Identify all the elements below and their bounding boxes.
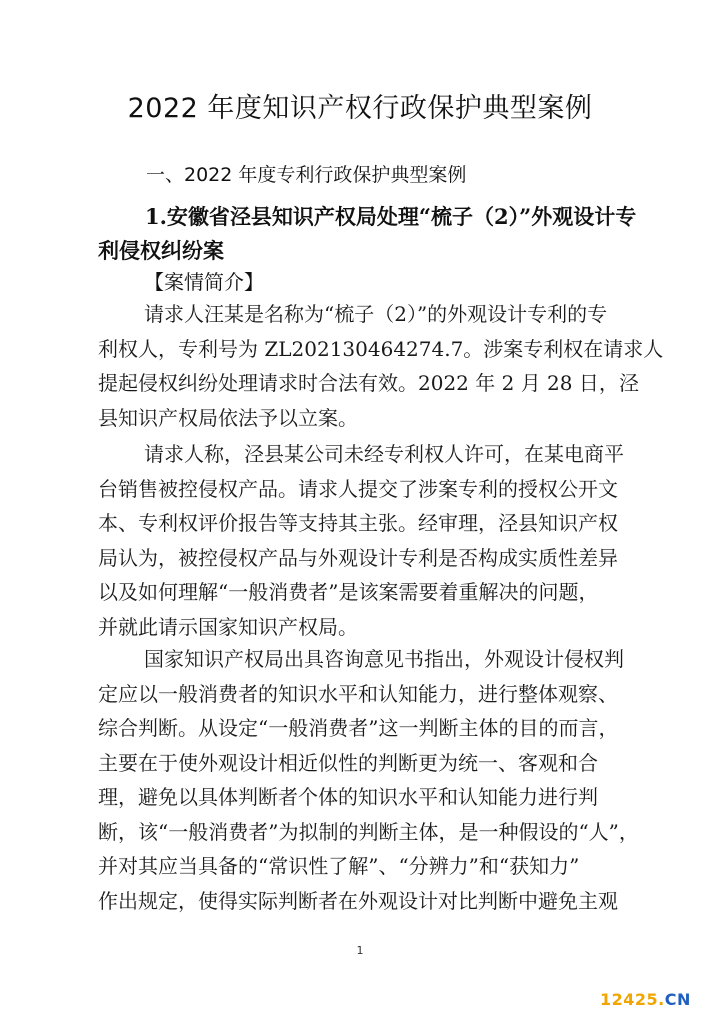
paragraph [98,297,664,435]
site-watermark [600,990,691,1009]
paragraph [98,437,638,644]
text-line: 县知识产权局依法予以立案。 [98,405,358,430]
text-line: 台销售被控侵权产品。请求人提交了涉案专利的授权公开文 [98,476,618,501]
text-line: 请求人称，泾县某公司未经专利权人许可，在某电商平 [144,442,624,466]
case-title-line: 利侵权纠纷案 [98,238,224,263]
watermark-suffix: CN [664,990,691,1009]
text-line: 局认为，被控侵权产品与外观设计专利是否构成实质性差异 [98,545,618,570]
text-line: 并对其应当具备的“常识性了解”、“分辨力”和“获知力” [98,854,580,878]
page-number: 1 [356,944,364,957]
text-line: 提起侵权纠纷处理请求时合法有效。2022 年 2 月 28 日，泾 [98,371,639,395]
text-line: 并就此请示国家知识产权局。 [98,614,358,639]
watermark-dot: . [658,990,665,1009]
text-line: 主要在于使外观设计相近似性的判断更为统一、客观和合 [98,750,598,775]
text-line: 综合判断。从设定“一般消费者”这一判断主体的目的而言， [98,716,619,740]
text-line: 定应以一般消费者的知识水平和认知能力，进行整体观察、 [98,681,618,706]
text-line: 理，避免以具体判断者个体的知识水平和认知能力进行判 [98,785,598,809]
text-line: 利权人，专利号为 ZL202130464274.7。涉案专利权在请求人 [98,336,664,361]
text-line: 国家知识产权局出具咨询意见书指出，外观设计侵权判 [144,647,624,671]
section-heading: 一、2022 年度专利行政保护典型案例 [146,164,467,186]
case-title [98,200,638,268]
text-line: 作出规定，使得实际判断者在外观设计对比判断中避免主观 [98,888,618,913]
text-line: 请求人汪某是名称为“梳子（2）”的外观设计专利的专 [144,302,608,326]
case-summary-heading: 【案情简介】 [144,270,264,294]
text-line: 以及如何理解“一般消费者”是该案需要着重解决的问题， [98,580,599,604]
text-line: 断，该“一般消费者”为拟制的判断主体，是一种假设的“人”， [98,819,639,844]
case-title-line: 1.安徽省泾县知识产权局处理“梳子（2）”外观设计专 [145,204,637,229]
paragraph [98,642,638,918]
document-title: 2022 年度知识产权行政保护典型案例 [127,93,593,124]
watermark-number: 12425 [600,990,659,1009]
text-line: 本、专利权评价报告等支持其主张。经审理，泾县知识产权 [98,511,618,535]
